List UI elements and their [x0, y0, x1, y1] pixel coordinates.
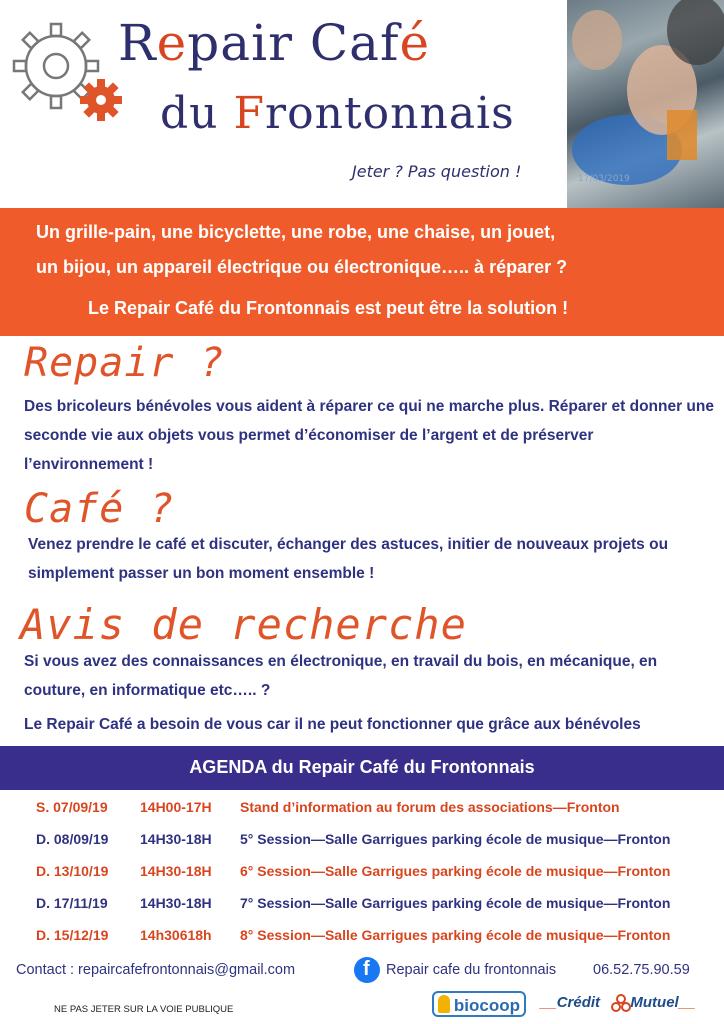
agenda-row: [0, 924, 724, 948]
slogan: Jeter ? Pas question !: [352, 162, 522, 181]
banner-line-3: Le Repair Café du Frontonnais est peut être la solution !: [88, 298, 569, 318]
agenda-desc: 7° Session—Salle Garrigues parking école de musique—Fronton: [240, 895, 671, 911]
logo-title-line1: Repair Café: [118, 14, 431, 72]
agenda-time: 14H00-17H: [140, 799, 212, 815]
agenda-desc: 8° Session—Salle Garrigues parking école de musique—Fronton: [240, 927, 671, 943]
small-gear-icon: [78, 77, 124, 123]
agenda-row: [0, 892, 724, 916]
agenda-date: D. 17/11/19: [36, 895, 108, 911]
biocoop-leaf-icon: [438, 995, 450, 1013]
agenda-time: 14H30-18H: [140, 895, 212, 911]
avis-text-1: Si vous avez des connaissances en électronique, en travail du bois, en mécanique, en couture, en informatique etc….. ?: [24, 653, 658, 699]
facebook-icon[interactable]: f: [354, 957, 380, 983]
agenda-desc: 5° Session—Salle Garrigues parking école de musique—Fronton: [240, 831, 671, 847]
agenda-row: [0, 828, 724, 852]
agenda-row: [0, 860, 724, 884]
agenda-time: 14H30-18H: [140, 863, 212, 879]
facebook-page-link[interactable]: Repair cafe du frontonnais: [386, 962, 557, 978]
agenda-date: D. 08/09/19: [36, 831, 109, 847]
biocoop-logo: biocoop: [432, 991, 526, 1017]
agenda-date: D. 15/12/19: [36, 927, 109, 943]
mutuel-word: Mutuel: [630, 994, 679, 1011]
agenda-desc: Stand d’information au forum des associations—Fronton: [240, 799, 620, 815]
heading-repair: Repair ?: [24, 340, 225, 386]
credit-mutuel-emblem-icon: [611, 993, 631, 1013]
logo-title-line2: du Frontonnais: [160, 88, 515, 139]
agenda-time: 14h30618h: [140, 927, 212, 943]
contact-email[interactable]: Contact : repaircafefrontonnais@gmail.com: [16, 962, 296, 978]
phone-number: 06.52.75.90.59: [593, 962, 690, 978]
credit-mutuel-logo: __Crédit Mutuel__: [540, 994, 696, 1011]
cafe-text: Venez prendre le café et discuter, échanger des astuces, initier de nouveaux projets ou simplement passer un bon moment ensemble !: [28, 536, 669, 582]
agenda-date: D. 13/10/19: [36, 863, 109, 879]
agenda-row: [0, 796, 724, 820]
banner-line-2: un bijou, un appareil électrique ou électronique….. à réparer ?: [36, 257, 568, 277]
agenda-time: 14H30-18H: [140, 831, 212, 847]
repair-text: Des bricoleurs bénévoles vous aident à réparer ce qui ne marche plus. Réparer et donner une seconde vie aux objets vous permet d’économiser de l’argent et de préserver l’environnement !: [24, 398, 714, 473]
heading-cafe: Café ?: [24, 486, 175, 532]
public-notice: NE PAS JETER SUR LA VOIE PUBLIQUE: [54, 1004, 234, 1015]
agenda-desc: 6° Session—Salle Garrigues parking école de musique—Fronton: [240, 863, 671, 879]
photo-date: 17/03/2019: [578, 174, 630, 184]
banner-line-1: Un grille-pain, une bicyclette, une robe, une chaise, un jouet,: [36, 222, 556, 242]
avis-text-2: Le Repair Café a besoin de vous car il ne peut fonctionner que grâce aux bénévoles: [24, 716, 641, 733]
heading-avis: Avis de recherche: [20, 600, 467, 649]
credit-word: Crédit: [556, 994, 601, 1011]
intro-banner: [0, 208, 724, 336]
agenda-date: S. 07/09/19: [36, 799, 108, 815]
agenda-title: AGENDA du Repair Café du Frontonnais: [189, 757, 535, 777]
